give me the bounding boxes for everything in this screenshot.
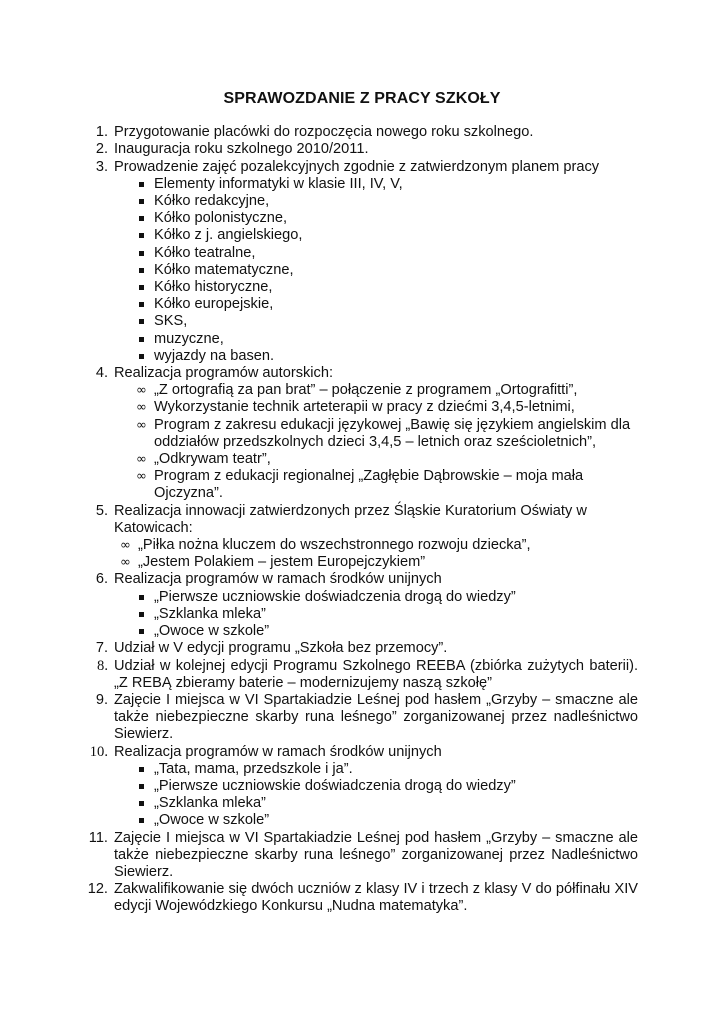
sub-list [114,382,638,502]
square-bullet-icon [139,268,144,273]
sub-item-text: „Pierwsze uczniowskie doświadczenia drogą do wiedzy” [154,777,516,794]
square-bullet-icon [139,801,144,806]
item-text: Udział w kolejnej edycji Programu Szkolnego REEBA (zbiórka zużytych baterii). „Z REBĄ zbieramy baterie – modernizujemy naszą szkołę” [114,657,638,691]
item-text: Realizacja programów w ramach środków unijnych [114,571,442,588]
square-bullet-icon [139,302,144,307]
list-item [86,503,638,572]
item-number: 8. [97,657,108,674]
sub-list [114,589,638,641]
square-bullet-icon [139,629,144,634]
item-number: 7. [95,640,108,657]
square-bullet-icon [139,285,144,290]
sub-list-item [114,468,638,502]
square-bullet-icon [139,595,144,600]
sub-item-text: „Owoce w szkole” [154,623,270,640]
sub-list-item [114,313,638,330]
sub-item-text: Wykorzystanie technik arteterapii w pracy z dziećmi 3,4,5-letnimi, [154,399,575,416]
item-number: 2. [95,141,108,158]
sub-item-text: „Pierwsze uczniowskie doświadczenia drogą do wiedzy” [154,588,516,605]
sub-list [114,761,638,830]
infinity-bullet-icon: ∞ [136,400,147,416]
list-item [86,640,638,657]
item-text: Inauguracja roku szkolnego 2010/2011. [114,141,369,158]
sub-item-text: SKS, [154,313,188,330]
list-item [86,881,638,915]
square-bullet-icon [139,354,144,359]
sub-item-text: Elementy informatyki w klasie III, IV, V, [154,175,403,192]
sub-list-item [114,245,638,262]
item-number: 5. [95,502,108,519]
report-list [86,124,638,915]
sub-list-item [114,176,638,193]
item-text: Zajęcie I miejsca w VI Spartakiadzie Leśnej pod hasłem „Grzyby – smaczne ale także niebezpieczne skarby runa leśnego” zorganizowanej przez nadleśnictwo Siewierz. [114,691,638,743]
infinity-bullet-icon: ∞ [136,417,147,433]
item-number: 12. [87,881,108,898]
sub-list-item [114,399,638,416]
sub-list-item [114,210,638,227]
sub-list-item [114,589,638,606]
item-text: Realizacja programów autorskich: [114,365,333,382]
sub-list-item [114,193,638,210]
sub-item-text: „Tata, mama, przedszkole i ja”. [154,760,353,777]
square-bullet-icon [139,182,144,187]
sub-item-text: Kółko teatralne, [154,244,256,261]
item-number: 11. [88,829,108,846]
list-item [86,692,638,744]
square-bullet-icon [139,612,144,617]
sub-list-item [114,382,638,399]
sub-list-item [114,331,638,348]
sub-list-item [114,262,638,279]
infinity-bullet-icon: ∞ [136,452,147,468]
square-bullet-icon [139,251,144,256]
list-item [86,744,638,830]
sub-item-text: Kółko matematyczne, [154,261,294,278]
item-number: 10. [89,743,108,760]
square-bullet-icon [139,233,144,238]
sub-item-text: Kółko historyczne, [154,279,273,296]
infinity-bullet-icon: ∞ [136,469,147,485]
sub-item-text: Kółko polonistyczne, [154,210,288,227]
sub-item-text: „Z ortografią za pan brat” – połączenie z programem „Ortografitti”, [154,382,578,399]
sub-list-item [114,279,638,296]
list-item [86,124,638,141]
item-text: Przygotowanie placówki do rozpoczęcia nowego roku szkolnego. [114,124,534,141]
sub-list-item [114,537,638,554]
item-number: 3. [95,158,108,175]
sub-list-item [114,554,638,571]
sub-list-item [114,761,638,778]
item-number: 6. [95,571,108,588]
sub-list [114,176,638,365]
item-text: Zakwalifikowanie się dwóch uczniów z klasy IV i trzech z klasy V do półfinału XIV edycji Wojewódzkiego Konkursu „Nudna matematyka”. [114,881,638,915]
item-number: 1. [95,124,108,141]
sub-item-text: „Owoce w szkole” [154,812,270,829]
sub-item-text: Kółko europejskie, [154,296,274,313]
sub-list [114,537,638,571]
sub-list-item [114,606,638,623]
item-text: Realizacja programów w ramach środków unijnych [114,743,442,760]
list-item [86,159,638,365]
list-item [86,141,638,158]
item-number: 4. [95,365,108,382]
infinity-bullet-icon: ∞ [120,538,131,554]
square-bullet-icon [139,337,144,342]
sub-item-text: muzyczne, [154,330,224,347]
sub-list-item [114,795,638,812]
document-title: SPRAWOZDANIE Z PRACY SZKOŁY [223,90,501,107]
sub-item-text: „Piłka nożna kluczem do wszechstronnego rozwoju dziecka”, [138,537,531,554]
sub-item-text: Kółko z j. angielskiego, [154,227,303,244]
item-text: Prowadzenie zajęć pozalekcyjnych zgodnie z zatwierdzonym planem pracy [114,158,600,175]
item-text: Udział w V edycji programu „Szkoła bez przemocy”. [114,640,448,657]
sub-item-text: „Jestem Polakiem – jestem Europejczykiem” [138,554,426,571]
sub-item-text: „Szklanka mleka” [154,795,266,812]
sub-item-text: wyjazdy na basen. [154,347,275,364]
item-number: 9. [95,691,108,708]
item-text: Realizacja innowacji zatwierdzonych przez Śląskie Kuratorium Oświaty w Katowicach: [114,502,587,536]
list-item [86,830,638,882]
square-bullet-icon [139,818,144,823]
sub-item-text: Kółko redakcyjne, [154,193,270,210]
square-bullet-icon [139,216,144,221]
sub-list-item [114,417,638,451]
sub-list-item [114,623,638,640]
list-item [86,571,638,640]
infinity-bullet-icon: ∞ [136,383,147,399]
sub-list-item [114,451,638,468]
sub-list-item [114,227,638,244]
infinity-bullet-icon: ∞ [120,555,131,571]
list-item [86,365,638,503]
sub-list-item [114,812,638,829]
square-bullet-icon [139,199,144,204]
sub-list-item [114,348,638,365]
sub-item-text: „Szklanka mleka” [154,605,266,622]
square-bullet-icon [139,784,144,789]
list-item [86,658,638,692]
sub-list-item [114,296,638,313]
sub-item-text: „Odkrywam teatr”, [154,451,271,468]
square-bullet-icon [139,319,144,324]
sub-item-text: Program z edukacji regionalnej „Zagłębie Dąbrowskie – moja mała Ojczyzna”. [154,468,584,502]
item-text: Zajęcie I miejsca w VI Spartakiadzie Leśnej pod hasłem „Grzyby – smaczne ale także niebezpieczne skarby runa leśnego” zorganizowanej przez Nadleśnictwo Siewierz. [114,829,638,880]
sub-list-item [114,778,638,795]
sub-item-text: Program z zakresu edukacji językowej „Bawię się językiem angielskim dla oddziałów przedszkolnych dzieci 3,4,5 – letnich oraz sześcioletnich”, [154,416,631,450]
square-bullet-icon [139,767,144,772]
